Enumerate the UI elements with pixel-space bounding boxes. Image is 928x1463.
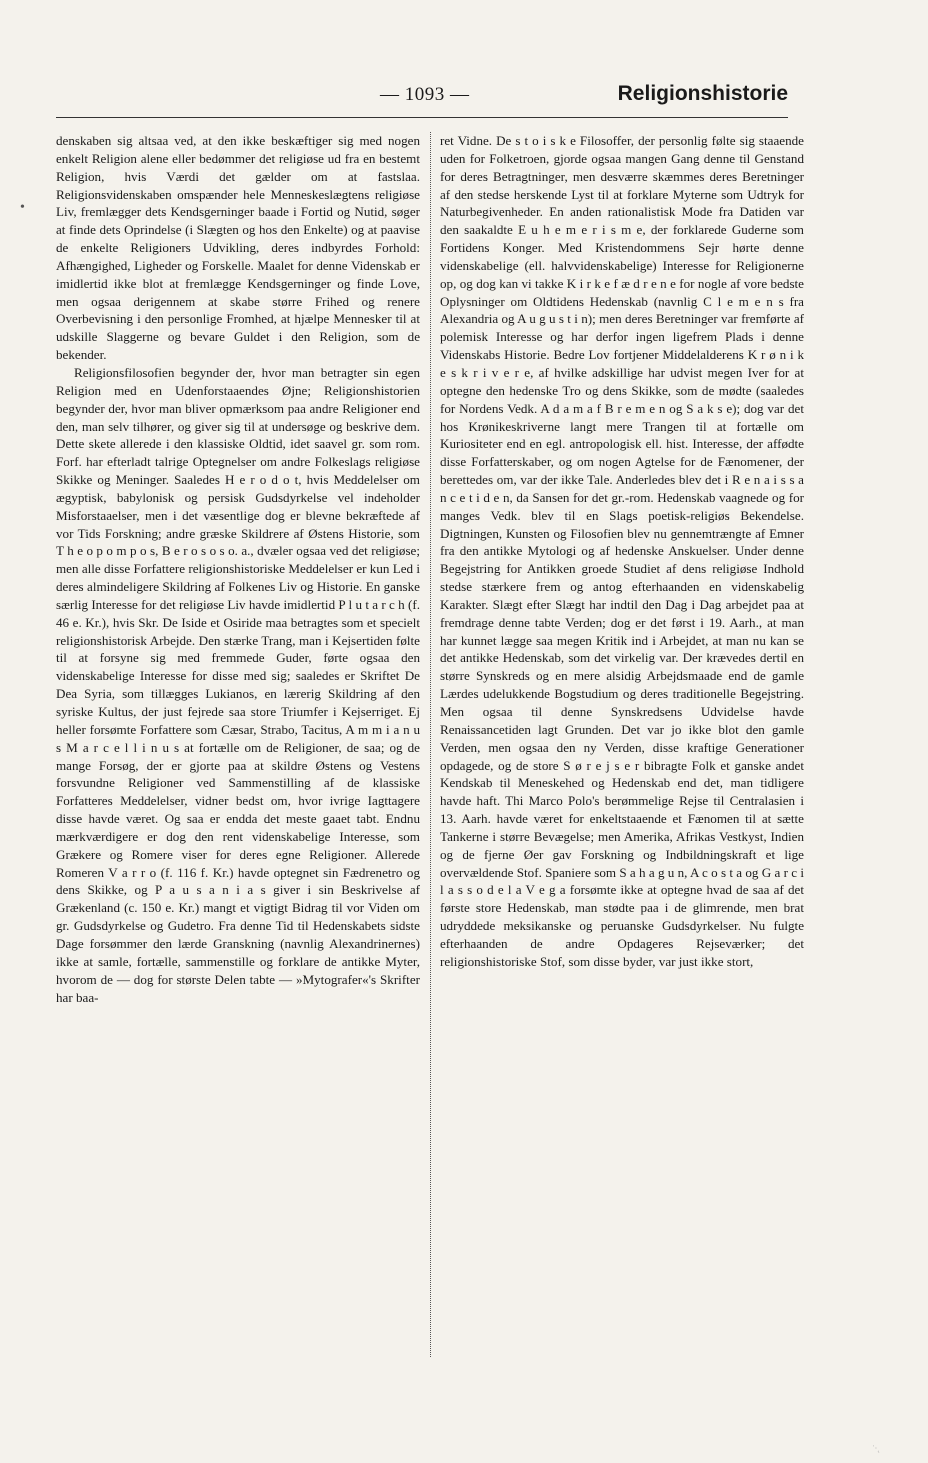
running-head: Religionshistorie <box>617 82 788 105</box>
right-paragraph-1: ret Vidne. De s t o i s k e Filosoffer, der personlig følte sig staaende uden for Folketroen, gjorde ogsaa mangen Gang denne til Genstand for deres Betragtninger, men desværre skæmmes deres Beretninger af den stedse herskende Lyst til at forklare Myterne som Udtryk for Naturbegivenheder. En anden rationalistisk Mode fra Datiden var den saakaldte E u h e m e r i s m e, der forklarede Guderne som Fortidens Konger. Med Kristendommens Sejr hørte denne videnskabelige (ell. halvvidenskabelige) Interesse for Religionerne op, og dog kan vi takke K i r k e f æ d r e n e for nogle af vore bedste Oplysninger om Oldtidens Hedenskab (navnlig C l e m e n s fra Alexandria og A u g u s t i n); men deres Beretninger var fremførte af polemisk Interesse og har derfor ingen ligefrem Plads i denne Videnskabs Historie. Bedre Lov fortjener Middelalderens K r ø n i k e s k r i v e r e, af hvilke adskillige har udvist megen Iver for at optegne den hedenske Tro og dens Skikke, som de mødte (saaledes for Nordens Vedk. A d a m a f B r e m e n og S a k s e); dog var det hos Krønikeskriverne langt mere Trangen til at fortælle om Kuriositeter end en egl. antropologisk ell. hist. Interesse, der affødte disse Forfatterskaber, og om nogen Agtelse for de Fænomener, der berettedes om, var der ikke Tale. Anderledes blev det i R e n a i s s a n c e t i d e n, da Sansen for det gr.-rom. Hedenskab vaagnede og for manges Vedk. blev til en Slags poetisk-religiøs Bekendelse. Digtningen, Kunsten og Filosofien blev nu gennemtrængte af Emner fra den antikke Mytologi og af hedenske Anskuelser. Under denne Begejstring for Antikken groede Studiet af dens religiøse Indhold stedse stærkere frem og antog efterhaanden en videnskabelig Karakter. Slægt efter Slægt har indtil den Dag i Dag arbejdet paa at fremdrage denne tabte Verden; dog er det først i 19. Aarh., at man har kunnet lægge saa megen Kritik ind i Arbejdet, at man nu kan se det antikke Hedenskab, som det virkelig var. Der krævedes dertil en større Synskreds og en mere alsidig Arbejdsmaade end de gamle Lærdes udelukkende Bogstudium og deres traditionelle Begejstring. Men ogsaa til denne Synskredsens Udvidelse havde Renaissancetiden lagt Grunden. Det var jo ikke blot den gamle Verden, men ogsaa den ny Verden, disse kraftige Generationer opdagede, og de store S ø r e j s e r bibragte Folk et ganske andet Kendskab til Meneskehed og Hedenskab end det, man tidligere havde haft. Thi Marco Polo's berømmelige Rejse til Centralasien i 13. Aarh. havde været for enkeltstaaende et Fænomen til at sætte Tankerne i større Bevægelse; men Amerika, Afrikas Vestkyst, Indien og de fjerne Øer gav Forskning og Indbildningskraft et lige overvældende Stof. Spaniere som S a h a g u n, A c o s t a og G a r c i l a s s o d e l a V e g a forsømte ikke at optegne hvad de saa af det første store Hedenskab, man stødte paa i de glimrende, men brat udryddede meksikanske og peruanske Gudsdyrkelser. Nu fulgte efterhaanden de andre Opdageres Rejseværker; det religionshistoriske Stof, som disse byder, var just ikke stort, <box>440 133 804 969</box>
scan-mark: ˈ·˛ <box>872 1444 880 1453</box>
left-column <box>56 132 420 1372</box>
margin-mark: • <box>20 200 25 215</box>
header-rule <box>56 117 788 118</box>
column-divider <box>430 132 431 1357</box>
page-number: — 1093 — <box>380 84 470 105</box>
right-column <box>440 132 804 1372</box>
left-paragraph-1: denskaben sig altsaa ved, at den ikke beskæftiger sig med nogen enkelt Religion alene eller bedømmer det religiøse ud fra en bestemt Religion, hvis Værdi det gælder om at fastslaa. Religionsvidenskaben omspænder hele Menneskeslægtens religiøse Liv, fremlægger dets Kendsgerninger baade i Fortid og Nutid, søger at finde dets Oprindelse (i Slægten og hos den Enkelte) og at paavise de enkelte Religioners Udvikling, deres indbyrdes Forhold: Afhængighed, Ligheder og Forskelle. Maalet for denne Videnskab er imidlertid ikke blot at fremlægge Kendsgerninger og finde Love, men ogsaa derigennem at skabe større Frihed og renere Overbevisning i den personlige Fromhed, at hjælpe Mennesker til at udskille Slaggerne og bevare Guldet i den Religion, som de bekender. <box>56 133 420 363</box>
page-header <box>56 80 788 114</box>
left-paragraph-2: Religionsfilosofien begynder der, hvor man betragter sin egen Religion med en Udenforstaaendes Øjne; Religionshistorien begynder der, hvor man bliver opmærksom paa andre Religioner end den, man selv tilhører, og giver sig til at undersøge og beskrive dem. Dette skete allerede i den klassiske Oldtid, idet saavel gr. som rom. Forf. har efterladt talrige Optegnelser om andre Folkeslags religiøse Skikke og Meninger. Saaledes H e r o d o t, hvis Meddelelser om ægyptisk, babylonisk og persisk Gudsdyrkelse vel indeholder Misforstaaelser, men i det væsentlige dog er blevne bekræftede af vor Tids Forskning; andre græske Skildrere af Østens Historie, som T h e o p o m p o s, B e r o s o s o. a., dvæler ogsaa ved det religiøse; men alle disse Forfattere religionshistoriske Meddelelser er kun Led i deres almindeligere Skildring af Folkenes Liv og Historie. En ganske særlig Interesse for det religiøse Liv havde imidlertid P l u t a r c h (f. 46 e. Kr.), hvis Skr. De Iside et Osiride maa betragtes som et specielt religionshistorisk Arbejde. Den stærke Trang, man i Kejsertiden følte til at forsyne sig med fremmede Guder, førte ogsaa den videnskabelige Interesse for disse med sig; saaledes er Skriftet De Dea Syria, som tillægges Lukianos, en lærerig Skildring af den syriske Kultus, der just fejrede saa store Triumfer i Kejserriget. Ej heller forsømte Forfattere som Cæsar, Strabo, Tacitus, A m m i a n u s M a r c e l l i n u s at fortælle om de Religioner, de saa; og de mange Forsøg, der er gjorte paa at skildre Østens og Vestens forsvundne Religioner ved Sammenstilling af de klassiske Forfatteres Meddelelser, vidner bedst om, hvor ivrige Iagttagere disse havde været. Og saa er endda det meste gaaet tabt. Endnu mærkværdigere er dog den rent videnskabelige Interesse, som Grækere og Romere viser for deres egne Religioner. Allerede Romeren V a r r o (f. 116 f. Kr.) havde optegnet sin Fædrenetro og dens Skikke, og P a u s a n i a s giver i sin Beskrivelse af Grækenland (c. 150 e. Kr.) mangt et vigtigt Bidrag til vor Viden om gr. Gudsdyrkelse og Gudetro. Fra denne Tid til Hedenskabets sidste Dage forsømmer den lærde Granskning (navnlig Alexandrinernes) ikke at samle, fortælle, sammenstille og forklare de antikke Myter, hvorom de — dog for største Delen tabte — »Mytografer«'s Skrifter har baa- <box>56 364 420 1005</box>
